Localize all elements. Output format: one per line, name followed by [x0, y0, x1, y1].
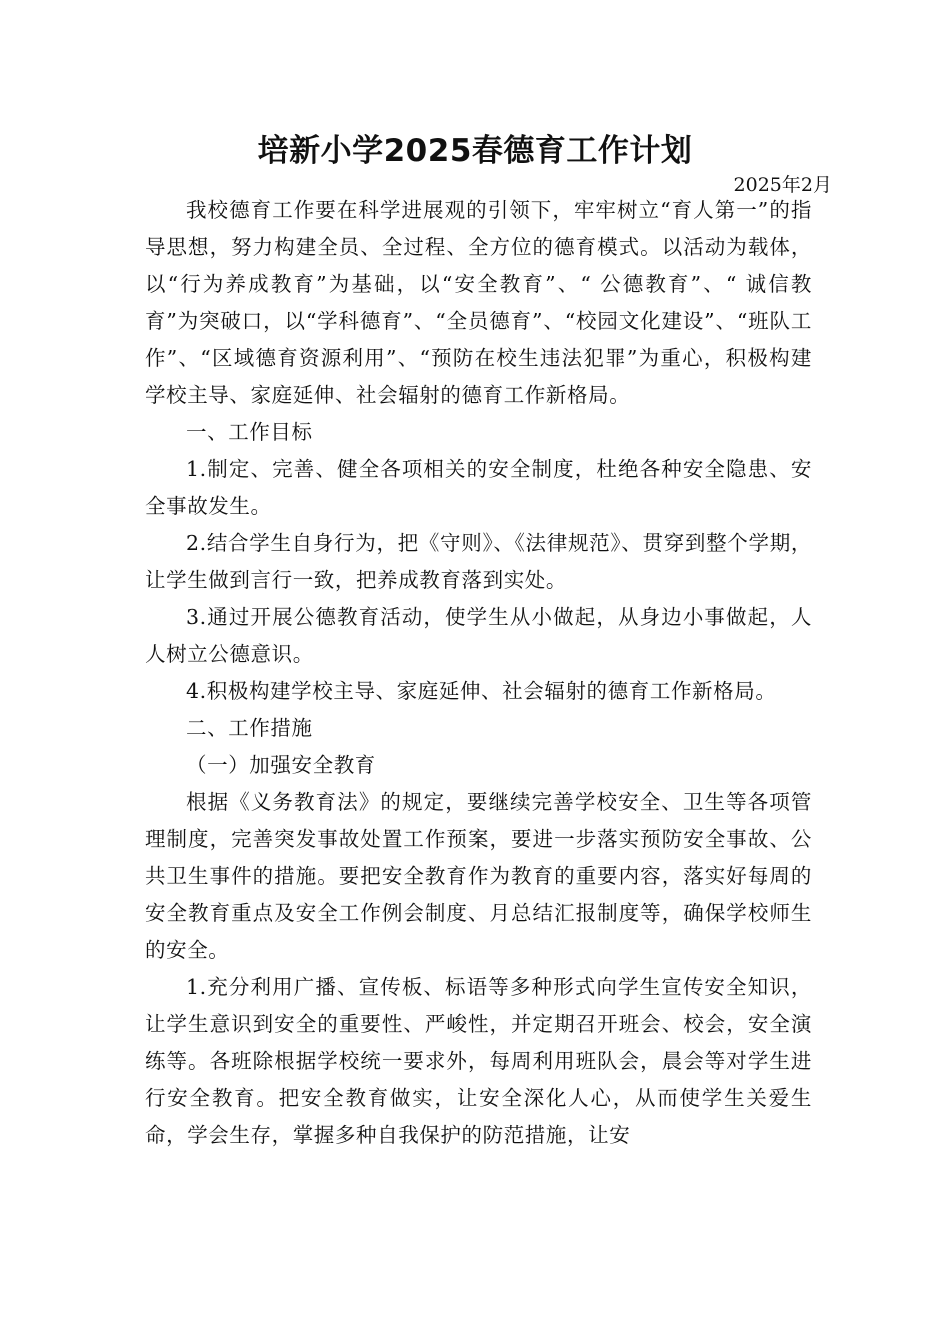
intro-paragraph: 我校德育工作要在科学进展观的引领下，牢牢树立“育人第一”的指导思想，努力构建全员、全过程、全方位的德育模式。以活动为载体，以“行为养成教育”为基础，以“安全教育”、“ 公德教育”、“ 诚信教育”为突破口，以“学科德育”、“全员德育”、“校园文化建设”、“班队工作”、“区域德育资源利用”、“预防在校生违法犯罪”为重心，积极构建学校主导、家庭延伸、社会辐射的德育工作新格局。 — [145, 198, 812, 407]
document-title: 培新小学2025春德育工作计划 — [257, 133, 693, 169]
goal-item-1: 1.制定、完善、健全各项相关的安全制度，杜绝各种安全隐患、安全事故发生。 — [145, 457, 812, 518]
safety-item-1: 1.充分利用广播、宣传板、标语等多种形式向学生宣传安全知识，让学生意识到安全的重要性、严峻性，并定期召开班会、校会，安全演练等。各班除根据学校统一要求外，每周利用班队会，晨会等对学生进行安全教育。把安全教育做实，让安全深化人心，从而使学生关爱生命，学会生存，掌握多种自我保护的防范措施，让安 — [145, 975, 812, 1147]
section-heading-measures: 二、工作措施 — [186, 716, 313, 740]
document-date: 2025年2月 — [733, 174, 832, 196]
goal-item-2: 2.结合学生自身行为，把《守则》、《法律规范》、贯穿到整个学期，让学生做到言行一致，把养成教育落到实处。 — [145, 531, 812, 592]
section-heading-goals: 一、工作目标 — [186, 420, 313, 444]
subsection-heading-safety: （一）加强安全教育 — [186, 753, 376, 777]
goal-item-4: 4.积极构建学校主导、家庭延伸、社会辐射的德育工作新格局。 — [186, 679, 777, 703]
safety-paragraph: 根据《义务教育法》的规定，要继续完善学校安全、卫生等各项管理制度，完善突发事故处置工作预案，要进一步落实预防安全事故、公共卫生事件的措施。要把安全教育作为教育的重要内容，落实好每周的安全教育重点及安全工作例会制度、月总结汇报制度等，确保学校师生的安全。 — [145, 790, 812, 962]
goal-item-3: 3.通过开展公德教育活动，使学生从小做起，从身边小事做起，人人树立公德意识。 — [145, 605, 812, 666]
document-body — [145, 192, 812, 1154]
